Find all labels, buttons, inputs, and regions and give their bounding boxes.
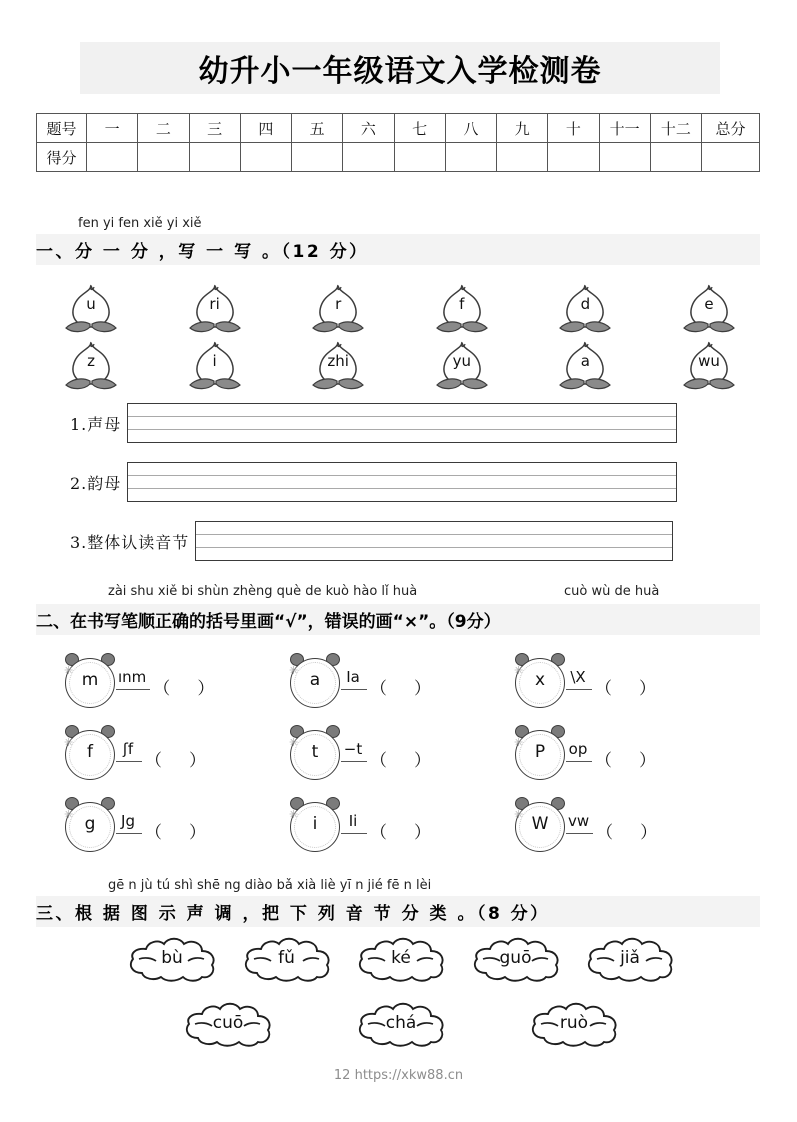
panda-head-icon — [512, 794, 568, 856]
peach-item[interactable] — [431, 282, 493, 336]
peach-label: i — [212, 352, 217, 370]
peach-label: f — [459, 295, 465, 313]
stroke-order-label: \X — [566, 668, 592, 690]
panda-head-icon — [512, 650, 568, 712]
stroke-order-row — [62, 722, 738, 794]
answer-bracket[interactable]: （ ） — [370, 679, 432, 699]
peach-label: r — [335, 295, 342, 313]
section-2-pinyin-right: cuò wù de huà — [564, 584, 660, 599]
answer-bracket[interactable]: （ ） — [153, 679, 215, 699]
stroke-order-item[interactable] — [287, 722, 512, 794]
score-table-col-8: 八 — [445, 114, 496, 143]
score-cell-6[interactable] — [343, 143, 394, 172]
stroke-order-label: vw — [566, 812, 593, 834]
cloud-label: cuō — [212, 1013, 244, 1033]
footer-watermark: 12 https://xkw88.cn — [333, 1068, 464, 1083]
section-1-title: 一、分 一 分 ，写 一 写 。（12 分） — [36, 234, 760, 265]
peach-label: a — [580, 352, 590, 370]
stroke-order-item[interactable] — [287, 650, 512, 722]
panda-letter: x — [534, 670, 546, 690]
peach-label: ri — [209, 295, 220, 313]
peach-label: z — [87, 352, 95, 370]
peach-label: zhi — [327, 352, 349, 370]
score-cell-8[interactable] — [445, 143, 496, 172]
cloud-item[interactable] — [176, 1000, 280, 1048]
score-table-col-7: 七 — [394, 114, 445, 143]
panda-letter: P — [534, 742, 546, 762]
score-table-col-5: 五 — [292, 114, 343, 143]
peach-item[interactable] — [60, 282, 122, 336]
writing-lines-zhengti[interactable] — [195, 521, 673, 561]
section-1-heading — [36, 216, 760, 265]
peach-item[interactable] — [307, 282, 369, 336]
writing-lines-shengmu[interactable] — [127, 403, 677, 443]
panda-head-icon — [62, 722, 118, 784]
peach-label: e — [704, 295, 714, 313]
stroke-order-label: Jg — [116, 812, 142, 834]
score-cell-7[interactable] — [394, 143, 445, 172]
score-cell-3[interactable] — [189, 143, 240, 172]
cloud-item[interactable] — [464, 935, 568, 983]
guide-line — [128, 429, 676, 430]
panda-head-icon — [287, 650, 343, 712]
cloud-item[interactable] — [522, 1000, 626, 1048]
peach-label: wu — [698, 352, 720, 370]
cloud-item[interactable] — [578, 935, 682, 983]
score-table-col-4: 四 — [240, 114, 291, 143]
stroke-order-label: −t — [341, 740, 367, 762]
cloud-item[interactable] — [349, 1000, 453, 1048]
table-row-header — [37, 114, 760, 143]
writing-row-zhengti — [70, 521, 673, 561]
cloud-row-2 — [176, 1000, 626, 1048]
writing-lines-yunmu[interactable] — [127, 462, 677, 502]
stroke-order-item[interactable] — [512, 722, 737, 794]
writing-row-label: 3.整体认读音节 — [70, 532, 190, 552]
section-3-heading — [36, 878, 760, 927]
peach-item[interactable] — [554, 339, 616, 393]
section-1-pinyin: fen yi fen xiě yi xiě — [78, 216, 202, 231]
stroke-order-label: ınm — [116, 668, 150, 690]
peach-row-2 — [60, 339, 740, 393]
section-2-pinyin-left: zài shu xiě bi shùn zhèng què de kuò hào lǐ huà — [108, 584, 418, 599]
sparkle-icon: ✳ — [514, 665, 524, 677]
panda-head-icon — [62, 650, 118, 712]
page-title: 幼升小一年级语文入学检测卷 — [198, 54, 602, 89]
cloud-label: ruò — [559, 1013, 589, 1033]
peach-label: u — [86, 295, 96, 313]
score-cell-4[interactable] — [240, 143, 291, 172]
guide-line — [128, 488, 676, 489]
section-3-pinyin: gē n jù tú shì shē ng diào bǎ xià liè yī n jié fē n lèi — [108, 878, 432, 893]
score-table-row-label-1: 得分 — [37, 143, 87, 172]
peach-label: d — [580, 295, 591, 313]
score-table-col-9: 九 — [497, 114, 548, 143]
answer-bracket[interactable]: （ ） — [596, 823, 658, 843]
sparkle-icon: ✳ — [289, 737, 299, 749]
guide-line — [128, 416, 676, 417]
peach-item[interactable] — [184, 282, 246, 336]
section-2-heading — [36, 584, 760, 635]
panda-letter: g — [84, 814, 96, 834]
sparkle-icon: ✳ — [64, 737, 74, 749]
sparkle-icon: ✳ — [514, 809, 524, 821]
score-cell-5[interactable] — [292, 143, 343, 172]
sparkle-icon: ✳ — [514, 737, 524, 749]
stroke-order-item[interactable] — [62, 722, 287, 794]
peach-item[interactable] — [307, 339, 369, 393]
writing-row-label: 2.韵母 — [70, 473, 122, 493]
score-cell-2[interactable] — [138, 143, 189, 172]
cloud-label: jiǎ — [620, 948, 640, 968]
stroke-order-row — [62, 794, 738, 866]
score-table-col-3: 三 — [189, 114, 240, 143]
cloud-label: chá — [385, 1013, 417, 1033]
guide-line — [196, 534, 672, 535]
score-cell-total[interactable] — [702, 143, 760, 172]
section-2-pinyin-row — [36, 584, 760, 604]
score-table-col-11: 十一 — [599, 114, 650, 143]
panda-head-icon — [287, 722, 343, 784]
guide-line — [196, 547, 672, 548]
stroke-order-label: Ii — [341, 812, 367, 834]
answer-bracket[interactable]: （ ） — [145, 751, 207, 771]
answer-bracket[interactable]: （ ） — [595, 679, 657, 699]
stroke-order-label: op — [566, 740, 592, 762]
stroke-order-label: Ia — [341, 668, 367, 690]
cloud-item[interactable] — [235, 935, 339, 983]
peach-item[interactable] — [184, 339, 246, 393]
table-row-scores — [37, 143, 760, 172]
score-table-col-6: 六 — [343, 114, 394, 143]
panda-head-icon — [512, 722, 568, 784]
score-table-col-1: 一 — [87, 114, 138, 143]
panda-head-icon — [62, 794, 118, 856]
panda-letter: W — [531, 814, 549, 834]
cloud-item[interactable] — [349, 935, 453, 983]
stroke-order-item[interactable] — [512, 794, 737, 866]
sparkle-icon: ✳ — [289, 665, 299, 677]
cloud-label: guō — [499, 948, 532, 968]
peach-row-1 — [60, 282, 740, 336]
answer-bracket[interactable]: （ ） — [145, 823, 207, 843]
cloud-label: ké — [391, 948, 411, 968]
score-table-col-2: 二 — [138, 114, 189, 143]
section-2-title: 二、在书写笔顺正确的括号里画“√”，错误的画“×”。（9分） — [36, 604, 760, 635]
panda-head-icon — [287, 794, 343, 856]
sparkle-icon: ✳ — [289, 809, 299, 821]
score-cell-1[interactable] — [87, 143, 138, 172]
writing-row-label: 1.声母 — [70, 414, 122, 434]
stroke-order-grid — [62, 650, 738, 866]
answer-bracket[interactable]: （ ） — [370, 751, 432, 771]
peach-label: yu — [452, 352, 471, 370]
score-cell-12[interactable] — [650, 143, 701, 172]
score-cell-9[interactable] — [497, 143, 548, 172]
stroke-order-item[interactable] — [62, 650, 287, 722]
peach-item[interactable] — [678, 339, 740, 393]
panda-letter: i — [312, 814, 318, 834]
panda-letter: a — [309, 670, 321, 690]
cloud-item[interactable] — [120, 935, 224, 983]
stroke-order-item[interactable] — [512, 650, 737, 722]
section-3-title: 三、根 据 图 示 声 调 ，把 下 列 音 节 分 类 。（8 分） — [36, 896, 760, 927]
score-cell-10[interactable] — [548, 143, 599, 172]
cloud-row-1 — [120, 935, 682, 983]
cloud-label: fǔ — [278, 948, 295, 968]
stroke-order-item[interactable] — [287, 794, 512, 866]
panda-letter: t — [311, 742, 319, 762]
score-cell-11[interactable] — [599, 143, 650, 172]
stroke-order-row — [62, 650, 738, 722]
score-table — [36, 113, 760, 172]
peach-item[interactable] — [554, 282, 616, 336]
peach-item[interactable] — [678, 282, 740, 336]
writing-row-shengmu — [70, 403, 677, 443]
cloud-label: bù — [161, 948, 183, 968]
writing-row-yunmu — [70, 462, 677, 502]
score-table-row-label-0: 题号 — [37, 114, 87, 143]
score-table-col-10: 十 — [548, 114, 599, 143]
answer-bracket[interactable]: （ ） — [595, 751, 657, 771]
panda-letter: f — [87, 742, 93, 762]
sparkle-icon: ✳ — [64, 665, 74, 677]
answer-bracket[interactable]: （ ） — [370, 823, 432, 843]
panda-letter: m — [81, 670, 99, 690]
sparkle-icon: ✳ — [64, 809, 74, 821]
peach-item[interactable] — [60, 339, 122, 393]
stroke-order-item[interactable] — [62, 794, 287, 866]
stroke-order-label: ʃf — [116, 740, 142, 762]
score-table-total-header: 总分 — [702, 114, 760, 143]
score-table-col-12: 十二 — [650, 114, 701, 143]
guide-line — [128, 475, 676, 476]
peach-item[interactable] — [431, 339, 493, 393]
page-title-band — [80, 42, 720, 94]
